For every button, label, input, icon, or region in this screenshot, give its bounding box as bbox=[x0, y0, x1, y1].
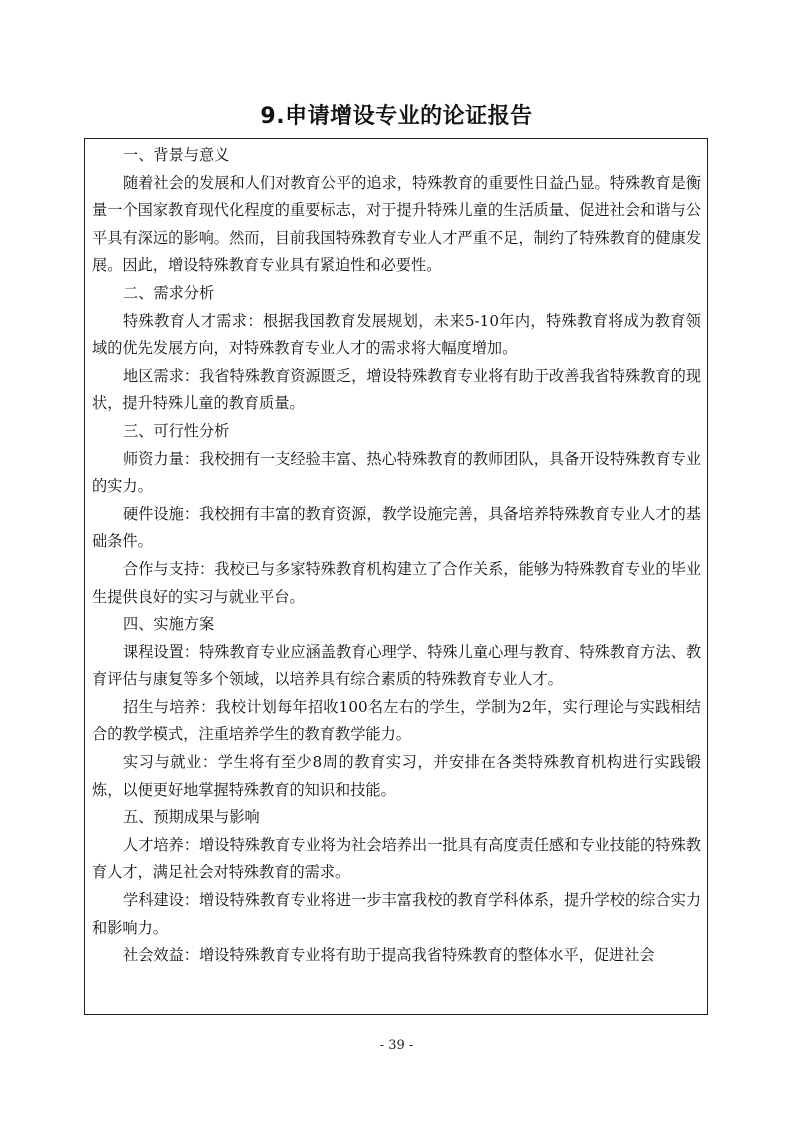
section-feasibility bbox=[92, 418, 701, 611]
section-paragraph: 人才培养：增设特殊教育专业将为社会培养出一批具有高度责任感和专业技能的特殊教育人才，满足社会对特殊教育的需求。 bbox=[92, 835, 701, 882]
section-paragraph: 实习与就业：学生将有至少8周的教育实习，并安排在各类特殊教育机构进行实践锻炼，以便更好地掌握特殊教育的知识和技能。 bbox=[92, 753, 701, 799]
section-paragraph: 学科建设：增设特殊教育专业将进一步丰富我校的教育学科体系，提升学校的综合实力和影响力。 bbox=[92, 891, 701, 937]
section-heading: 二、需求分析 bbox=[123, 283, 215, 302]
report-content-box bbox=[84, 138, 708, 1015]
document-title: 9.申请增设专业的论证报告 bbox=[260, 104, 533, 129]
section-paragraph: 地区需求：我省特殊教育资源匮乏，增设特殊教育专业将有助于改善我省特殊教育的现状，提升特殊儿童的教育质量。 bbox=[92, 366, 701, 413]
section-paragraph: 随着社会的发展和人们对教育公平的追求，特殊教育的重要性日益凸显。特殊教育是衡量一个国家教育现代化程度的重要标志，对于提升特殊儿童的生活质量、促进社会和谐与公平具有深远的影响。然而，目前我国特殊教育专业人才严重不足，制约了特殊教育的健康发展。因此，增设特殊教育专业具有紧迫性和必要性。 bbox=[92, 173, 701, 275]
section-heading: 一、背景与意义 bbox=[123, 146, 230, 164]
section-heading: 四、实施方案 bbox=[123, 615, 215, 634]
section-implementation bbox=[92, 611, 701, 804]
section-paragraph: 课程设置：特殊教育专业应涵盖教育心理学、特殊儿童心理与教育、特殊教育方法、教育评估与康复等多个领域，以培养具有综合素质的特殊教育专业人才。 bbox=[92, 642, 701, 689]
page-number: - 39 - bbox=[379, 1038, 414, 1053]
section-paragraph: 硬件设施：我校拥有丰富的教育资源，教学设施完善，具备培养特殊教育专业人才的基础条件。 bbox=[92, 504, 701, 551]
section-demand-analysis bbox=[92, 280, 701, 418]
section-paragraph: 社会效益：增设特殊教育专业将有助于提高我省特殊教育的整体水平，促进社会 bbox=[123, 946, 655, 965]
section-paragraph: 合作与支持：我校已与多家特殊教育机构建立了合作关系，能够为特殊教育专业的毕业生提供良好的实习与就业平台。 bbox=[92, 559, 701, 606]
section-paragraph: 招生与培养：我校计划每年招收100名左右的学生，学制为2年，实行理论与实践相结合的教学模式，注重培养学生的教育教学能力。 bbox=[92, 697, 701, 744]
section-heading: 五、预期成果与影响 bbox=[123, 808, 260, 827]
section-heading: 三、可行性分析 bbox=[123, 421, 230, 440]
section-expected-outcomes bbox=[92, 804, 701, 970]
section-background bbox=[92, 142, 701, 280]
section-paragraph: 师资力量：我校拥有一支经验丰富、热心特殊教育的教师团队，具备开设特殊教育专业的实力。 bbox=[92, 449, 701, 496]
section-paragraph: 特殊教育人才需求：根据我国教育发展规划，未来5-10年内，特殊教育将成为教育领域的优先发展方向，对特殊教育专业人才的需求将大幅度增加。 bbox=[92, 311, 701, 358]
